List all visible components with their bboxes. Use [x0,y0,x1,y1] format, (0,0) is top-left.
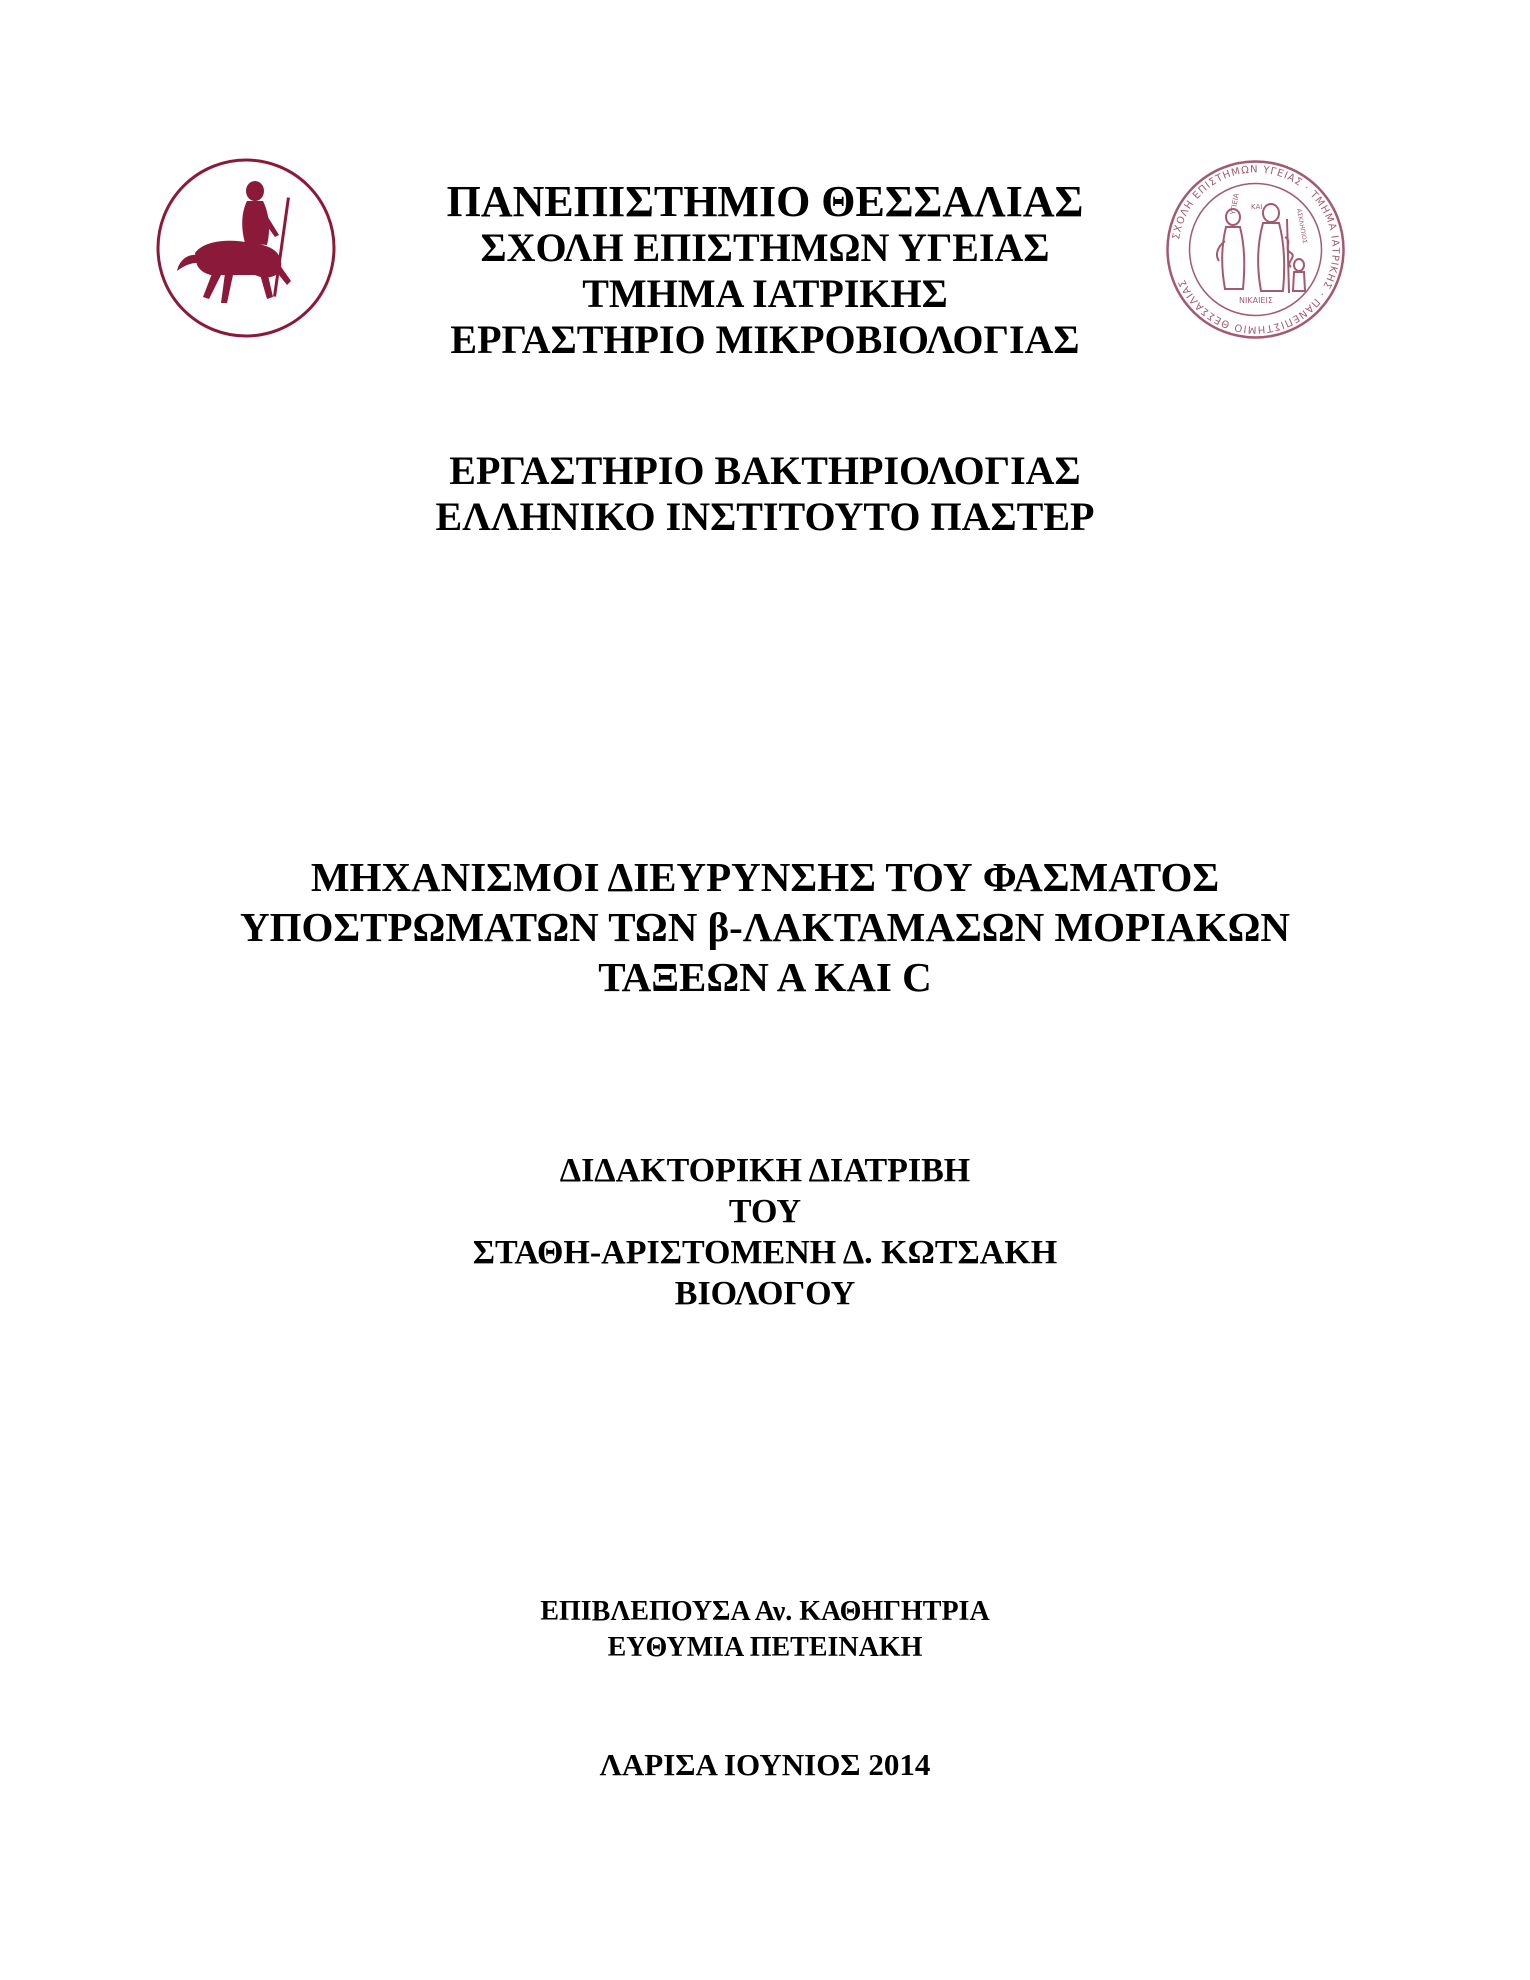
seal-inner-text-4: ΝΙΚΑΙΕΙΣ [1239,296,1273,305]
author-name: ΣΤΑΘΗ-ΑΡΙΣΤΟΜΕΝΗ Δ. ΚΩΤΣΑΚΗ [472,1234,1058,1271]
supervisor-role: ΕΠΙΒΛΕΠΟΥΣΑ Αν. ΚΑΘΗΓΗΤΡΙΑ [540,1596,990,1627]
thesis-title-line-1: ΜΗΧΑΝΙΣΜΟΙ ΔΙΕΥΡΥΝΣΗΣ ΤΟΥ ΦΑΣΜΑΤΟΣ [310,854,1220,900]
thesis-of: ΤΟΥ [728,1193,802,1230]
university-name: ΠΑΝΕΠΙΣΤΗΜΙΟ ΘΕΣΣΑΛΙΑΣ [446,177,1084,226]
supervisor-name: ΕΥΘΥΜΙΑ ΠΕΤΕΙΝΑΚΗ [607,1632,923,1663]
thesis-type: ΔΙΔΑΚΤΟΡΙΚΗ ΔΙΑΤΡΙΒΗ [559,1152,971,1189]
place-date [0,1747,1530,1783]
author-profession: ΒΙΟΛΟΓΟΥ [674,1275,856,1312]
supervisor [0,1594,1530,1666]
collaborating-lab [0,448,1530,540]
thesis-info [0,1150,1530,1314]
seal-inner-text-3: ΑΣΚΛΗΠΙΟΣ [1295,208,1309,245]
collaborating-lab-line-2: ΕΛΛΗΝΙΚΟ ΙΝΣΤΙΤΟΥΤΟ ΠΑΣΤΕΡ [435,494,1095,539]
institution-header [0,178,1530,363]
school-name: ΣΧΟΛΗ ΕΠΙΣΤΗΜΩΝ ΥΓΕΙΑΣ [480,225,1050,270]
collaborating-lab-line-1: ΕΡΓΑΣΤΗΡΙΟ ΒΑΚΤΗΡΙΟΛΟΓΙΑΣ [449,448,1081,493]
department-name: ΤΜΗΜΑ ΙΑΤΡΙΚΗΣ [582,271,948,316]
seal-inner-text-2: ΚΑΙ [1251,203,1263,211]
laboratory-name: ΕΡΓΑΣΤΗΡΙΟ ΜΙΚΡΟΒΙΟΛΟΓΙΑΣ [450,317,1080,362]
seal-ring-text: ΣΧΟΛΗ ΕΠΙΣΤΗΜΩΝ ΥΓΕΙΑΣ · ΤΜΗΜΑ ΙΑΤΡΙΚΗΣ · ΠΑΝΕΠΙΣΤΗΜΙΟ ΘΕΣΣΑΛΙΑΣ [1171,164,1341,335]
thesis-title-line-2: ΥΠΟΣΤΡΩΜΑΤΩΝ ΤΩΝ β-ΛΑΚΤΑΜΑΣΩΝ ΜΟΡΙΑΚΩΝ [239,904,1291,950]
thesis-title [0,852,1530,1002]
seal-inner-text-1: ΥΓΙΕΙΑ [1229,192,1241,216]
thesis-title-line-3: ΤΑΞΕΩΝ Α ΚΑΙ C [598,954,932,1000]
place-date-text: ΛΑΡΙΣΑ ΙΟΥΝΙΟΣ 2014 [599,1747,931,1782]
